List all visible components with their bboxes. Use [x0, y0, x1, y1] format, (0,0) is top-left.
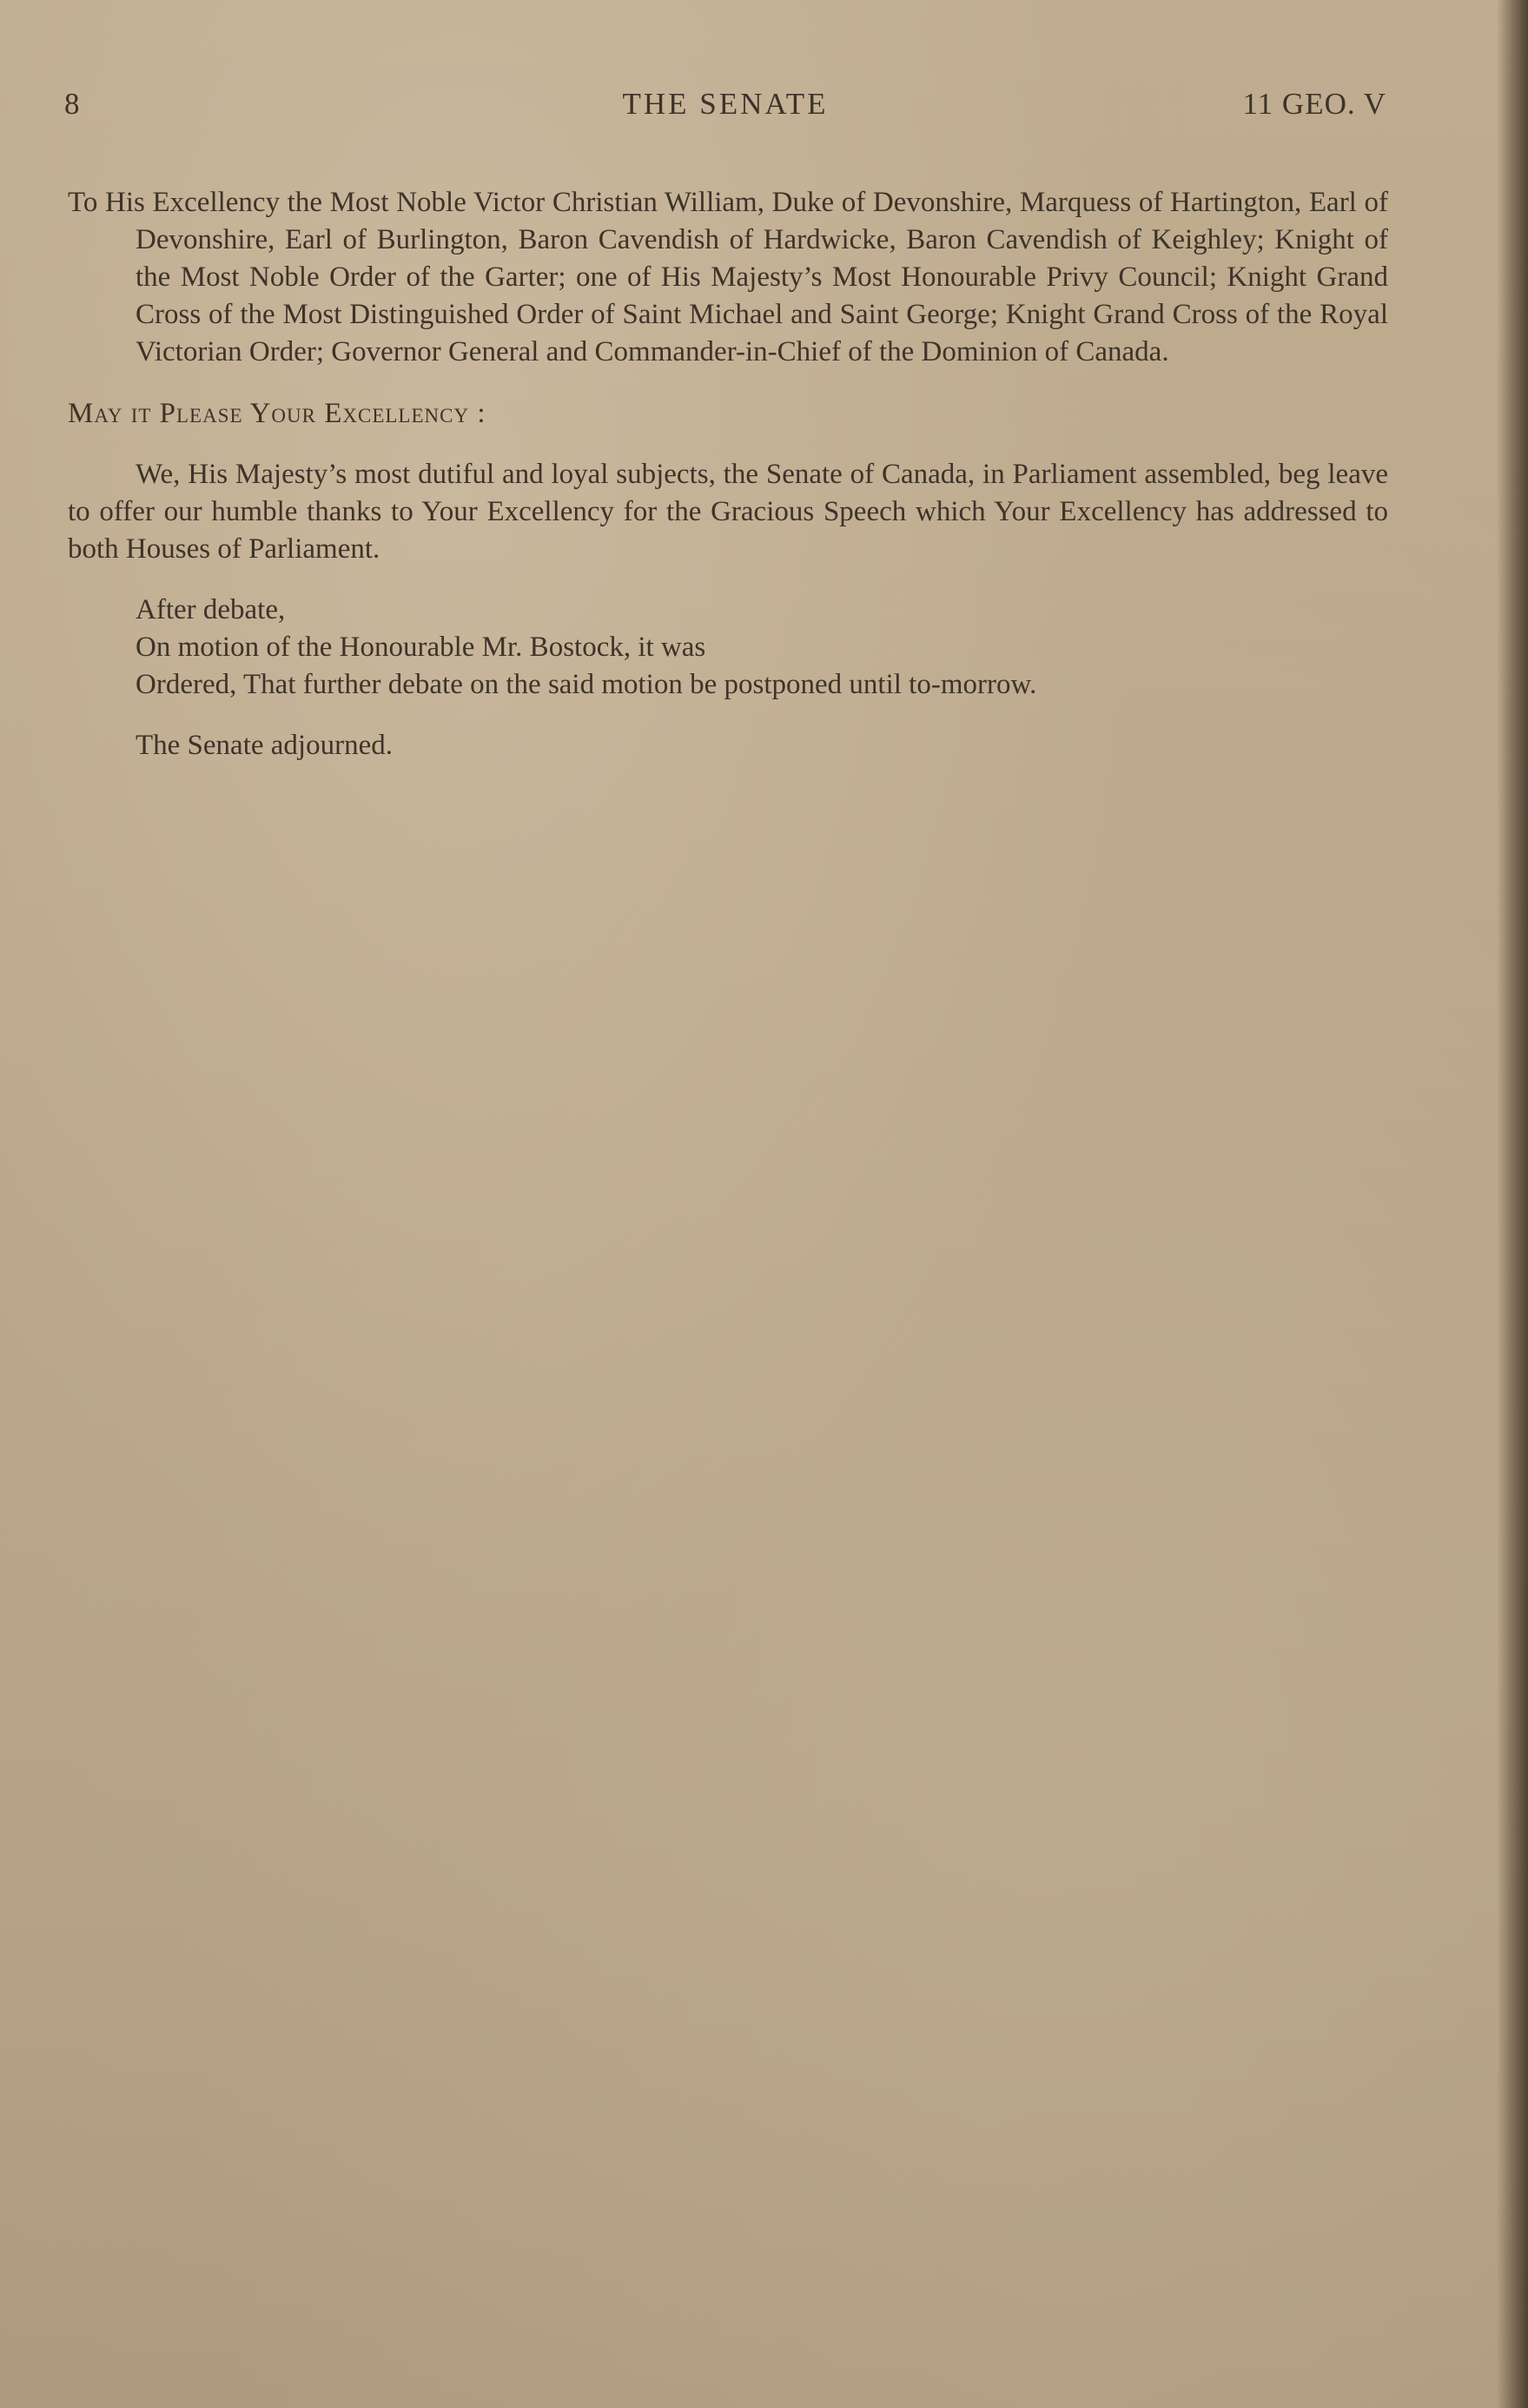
book-spine-shadow [1497, 0, 1528, 2408]
page-number: 8 [64, 87, 81, 121]
reply-paragraph: We, His Majesty’s most dutiful and loyal subjects, the Senate of Canada, in Parliament assembled, beg leave to offer our humble thanks to Your Excellency for the Gracious Speech which Your Excellency has addressed to both Houses of Parliament. [68, 459, 1388, 565]
adjournment-line: The Senate adjourned. [136, 730, 393, 761]
proceedings-line: On motion of the Honourable Mr. Bostock, it was [136, 632, 706, 663]
salutation: May it Please Your Excellency : [68, 398, 486, 429]
proceedings-line: Ordered, That further debate on the said motion be postponed until to-morrow. [136, 669, 1037, 700]
running-title: THE SENATE [622, 87, 829, 121]
page-header [64, 87, 1386, 132]
adjournment [68, 727, 1388, 764]
page-body [68, 184, 1388, 788]
proceedings-line: After debate, [136, 594, 286, 625]
address-to-governor-general: To His Excellency the Most Noble Victor Christian William, Duke of Devonshire, Marquess of Hartington, Earl of Devonshire, Earl of Burlington, Baron Cavendish of Hardwicke, Baron Cavendish of Keighley; Knight of the Most Noble Order of the Garter; one of His Majesty’s Most Honourable Privy Council; Knight Grand Cross of the Most Distinguished Order of Saint Michael and Saint George; Knight Grand Cross of the Royal Victorian Order; Governor General and Commander-in-Chief of the Dominion of Canada. [68, 187, 1388, 367]
proceedings [68, 592, 1388, 704]
regnal-year: 11 GEO. V [1242, 87, 1386, 121]
